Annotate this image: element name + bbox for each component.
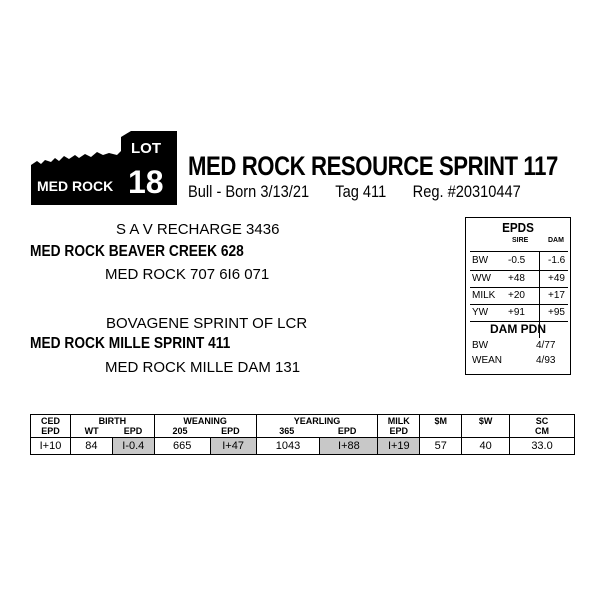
logo-lot-label: LOT	[131, 140, 161, 157]
sw-header: $W	[462, 415, 510, 438]
epd-sire-header: SIRE	[512, 237, 529, 244]
weaning-205-value: 665	[154, 438, 210, 455]
epd-row-yw: YW +91 +95	[470, 304, 568, 322]
weaning-header: WEANING 205 EPD	[154, 415, 256, 438]
sm-header: $M	[420, 415, 462, 438]
birth-header: BIRTH WT EPD	[70, 415, 154, 438]
epd-dam-header: DAM	[548, 237, 564, 244]
sc-value: 33.0	[510, 438, 575, 455]
epd-title: EPDS	[502, 220, 534, 235]
dam-pdn-row-wean: WEAN 4/93	[472, 355, 556, 366]
epd-row-milk: MILK +20 +17	[470, 287, 568, 304]
epd-panel	[465, 217, 571, 375]
yearling-365-value: 1043	[256, 438, 320, 455]
table-header-row	[31, 415, 575, 438]
table-row	[31, 438, 575, 455]
pedigree-dam-dam: MED ROCK MILLE DAM 131	[105, 359, 301, 376]
pedigree-sire: MED ROCK BEAVER CREEK 628	[30, 243, 244, 260]
dam-pdn-title: DAM PDN	[490, 322, 546, 336]
epd-row-bw: BW -0.5 -1.6	[472, 255, 566, 266]
epd-row-ww: WW +48 +49	[470, 270, 568, 287]
performance-table	[30, 414, 575, 455]
logo-brand-text: MED ROCK	[37, 178, 114, 194]
milk-epd-value: I+19	[378, 438, 420, 455]
tag-info: Tag 411	[335, 182, 387, 201]
ced-epd-value: I+10	[31, 438, 71, 455]
med-rock-logo	[31, 131, 177, 205]
pedigree-dam: MED ROCK MILLE SPRINT 411	[30, 335, 231, 352]
epd-divider	[470, 251, 568, 252]
birth-info: Bull - Born 3/13/21	[188, 182, 310, 201]
birth-weight-value: 84	[70, 438, 112, 455]
logo-lot-number: 18	[128, 164, 164, 200]
pedigree-sire-sire: S A V RECHARGE 3436	[116, 221, 280, 238]
pedigree-sire-dam: MED ROCK 707 6I6 071	[105, 266, 270, 283]
sm-value: 57	[420, 438, 462, 455]
yearling-epd-value: I+88	[320, 438, 378, 455]
sw-value: 40	[462, 438, 510, 455]
animal-name-title: MED ROCK RESOURCE SPRINT 117	[188, 151, 558, 181]
sc-header: SC CM	[510, 415, 575, 438]
yearling-header: YEARLING 365 EPD	[256, 415, 378, 438]
ced-header: CED EPD	[31, 415, 71, 438]
pedigree-dam-sire: BOVAGENE SPRINT OF LCR	[106, 315, 308, 332]
dam-pdn-row-bw: BW 4/77	[472, 340, 556, 351]
weaning-epd-value: I+47	[210, 438, 256, 455]
birth-epd-value: I-0.4	[112, 438, 154, 455]
registration-info: Reg. #20310447	[412, 182, 521, 201]
animal-info-line	[188, 182, 543, 202]
milk-header: MILK EPD	[378, 415, 420, 438]
